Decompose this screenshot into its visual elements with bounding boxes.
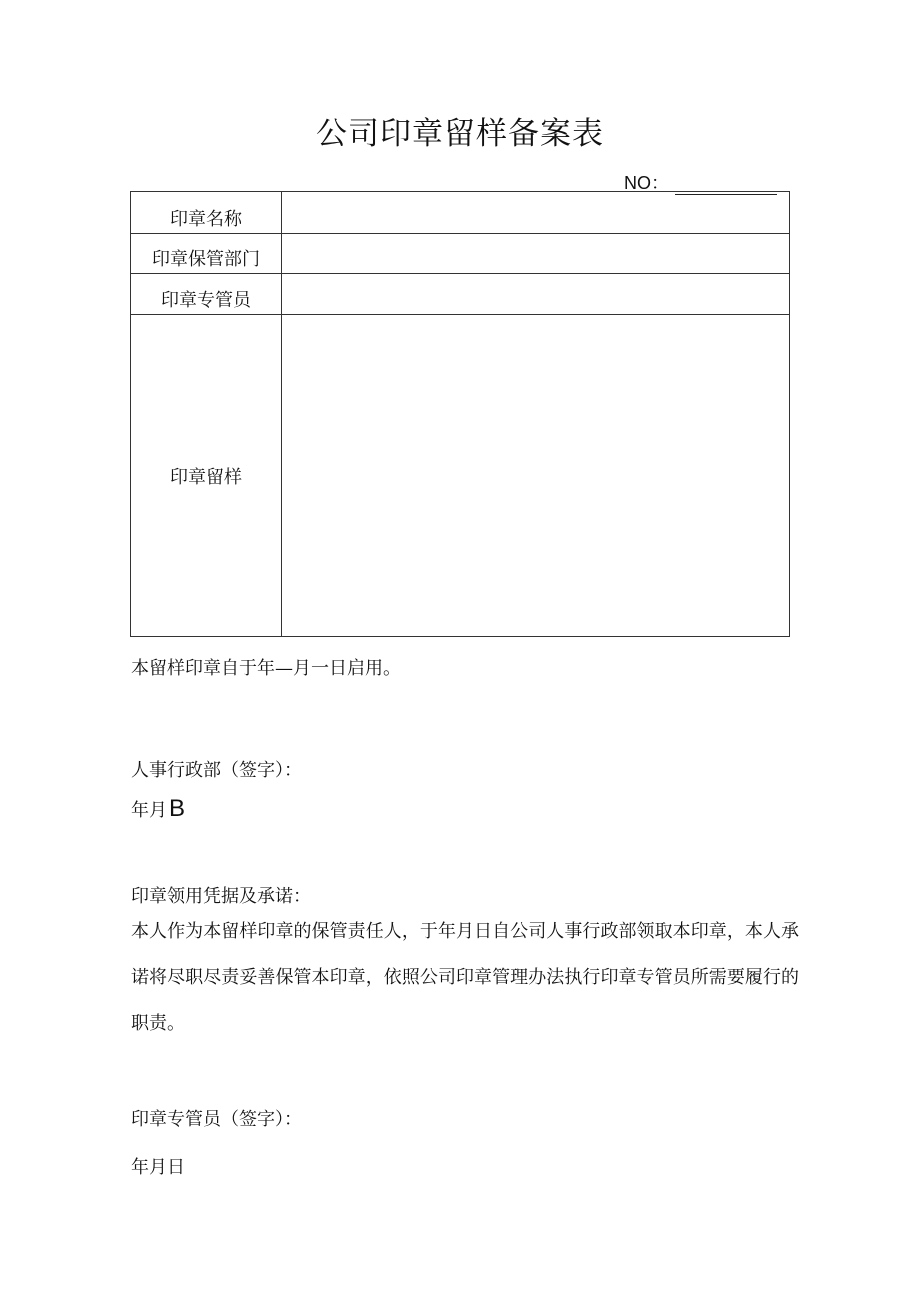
seal-sample-label: 印章留样 bbox=[131, 315, 282, 637]
seal-record-table bbox=[130, 191, 790, 637]
hr-signature-date bbox=[131, 795, 185, 823]
keeper-signature-date: 年月日 bbox=[131, 1157, 185, 1178]
document-title: 公司印章留样备案表 bbox=[316, 116, 604, 152]
hr-date-suffix: B bbox=[169, 795, 186, 822]
table-row-seal-keeper bbox=[131, 274, 790, 315]
seal-name-field[interactable] bbox=[282, 192, 790, 234]
seal-keeper-label: 印章专管员 bbox=[131, 274, 282, 315]
custody-department-field[interactable] bbox=[282, 234, 790, 274]
document-number-label: NO： bbox=[624, 173, 669, 193]
hr-signature-label: 人事行政部（签字）： bbox=[131, 760, 302, 781]
custody-department-label: 印章保管部门 bbox=[131, 234, 282, 274]
hr-date-prefix: 年月 bbox=[131, 800, 167, 821]
table-row-custody-department bbox=[131, 234, 790, 274]
table-row-seal-name bbox=[131, 192, 790, 234]
keeper-signature-label: 印章专管员（签字）： bbox=[131, 1109, 302, 1130]
enable-statement: 本留样印章自于年—月一日启用。 bbox=[131, 658, 401, 679]
table-row-seal-sample bbox=[131, 315, 790, 637]
seal-keeper-field[interactable] bbox=[282, 274, 790, 315]
commitment-body: 本人作为本留样印章的保管责任人，于年月日自公司人事行政部领取本印章，本人承诺将尽职尽责妥善保管本印章，依照公司印章管理办法执行印章专管员所需要履行的职责。 bbox=[131, 921, 799, 1034]
seal-name-label: 印章名称 bbox=[131, 192, 282, 234]
seal-sample-area[interactable] bbox=[282, 315, 790, 637]
commitment-heading: 印章领用凭据及承诺： bbox=[131, 886, 311, 907]
